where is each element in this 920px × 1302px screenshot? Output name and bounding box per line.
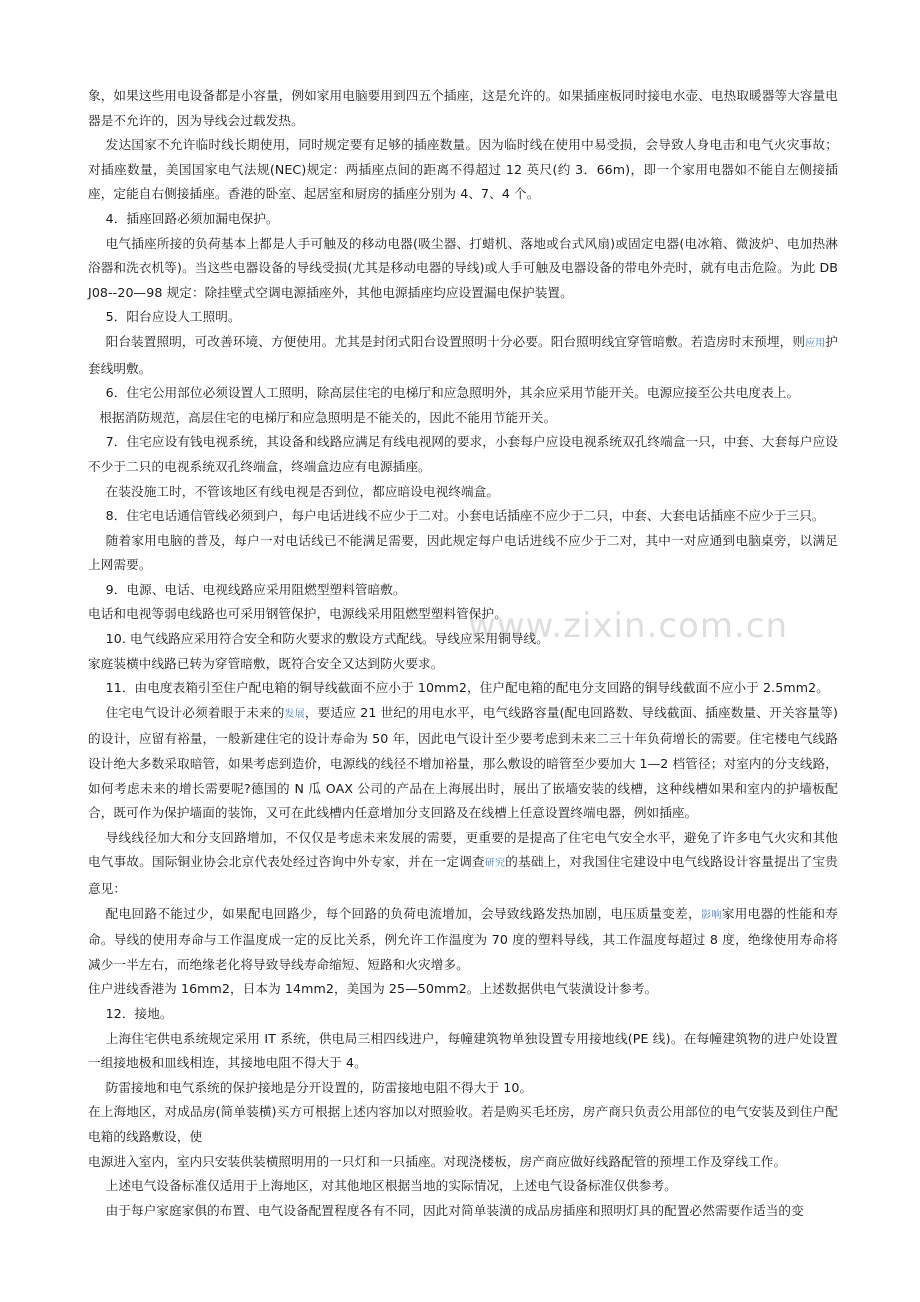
paragraph-2: 发达国家不允许临时线长期使用，同时规定要有足够的插座数量。因为临时线在使用中易受损，会导致人身电击和电气火灾事故；对插座数量，美国国家电气法规(NEC)规定：两插座点间的距离不得超过 12 英尺(约 3．66m)，即一个家用电器如不能自左侧接插座，定能自右侧接插座。香港的卧室、起居室和厨房的插座分别为 4、7、4 个。 [88, 137, 838, 202]
link-yanjiu[interactable]: 研究 [484, 858, 506, 870]
paragraph-14: 电话和电视等弱电线路也可采用钢管保护，电源线采用阻燃型塑料管保护。 [88, 606, 507, 622]
link-yingxiang[interactable]: 影响 [701, 909, 722, 921]
paragraph-16: 家庭装横中线路已转为穿管暗敷，既符合安全又达到防火要求。 [88, 655, 444, 671]
section-heading-7: 7．住宅应设有钱电视系统，其设备和线路应满足有线电视网的要求，小套每户应设电视系统双孔终端盒一只，中套、大套每户应设不少于二只的电视系统双孔终端盒，终端盒边应有电源插座。 [88, 434, 838, 474]
section-heading-4: 4．插座回路必须加漏电保护。 [105, 210, 279, 226]
paragraph-23: 上海住宅供电系统规定采用 IT 系统，供电局三相四线进户，每幢建筑物单独设置专用接地线(PE 线)。在每幢建筑物的进户处设置一组接地极和皿线相连，其接地电阻不得大于 4。 [88, 1030, 838, 1071]
section-heading-8: 8．住宅电话通信管线必须到户，每户电话进线不应少于二对。小套电话插座不应少于二只，中套、大套电话插座不应少于三只。 [105, 508, 825, 524]
section-heading-10: 10. 电气线路应采用符合安全和防火要求的敷设方式配线。导线应采用铜导线。 [105, 631, 549, 647]
paragraph-21: 住户进线香港为 16mm2，日本为 14mm2，美国为 25—50mm2。上述数据供电气装潢设计参考。 [88, 981, 658, 997]
section-heading-5: 5．阳台应设人工照明。 [105, 309, 241, 325]
link-yingyong[interactable]: 应用 [805, 337, 826, 349]
paragraph-18: 住宅电气设计必须着眼于未来的发展，要适应 21 世纪的用电水平，电气线路容量(配电回路数、导线截面、插座数量、开关容量等)的设计，应留有裕量，一般新建住宅的设计寿命为 50 年，因此电气设计至少要考虑到未来二三十年负荷增长的需要。住宅楼电气线路设计绝大多数采取暗管，如果考虑到造价，电源线的线径不增加裕量，那么敷设的暗管至少要加大 1—2 档管径；对室内的分支线路，如何考虑未来的增长需要呢?德国的 N 瓜 OAX 公司的产品在上海展出时，展出了嵌墙安装的线槽，这种线槽如果和室内的护墙板配合，既可作为保护墙面的装饰，又可在此线槽内任意增加分支回路及在线槽上任意设置终端电器，例如插座。 [88, 704, 838, 821]
watermark: www.zixin.com.cn [468, 606, 788, 646]
paragraph-20: 配电回路不能过少，如果配电回路少，每个回路的负荷电流增加，会导致线路发热加剧，电压质量变差，影响家用电器的性能和寿命。导线的使用寿命与工作温度成一定的反比关系，例允许工作温度为 70 度的塑料导线，其工作温度每超过 8 度，绝缘使用寿命将减少一半左右，而绝缘老化将导致导线寿命缩短、短路和火灾增多。 [88, 905, 838, 972]
paragraph-10: 在装没施工时，不管该地区有线电视是否到位，都应暗设电视终端盒。 [105, 483, 500, 499]
paragraph-12: 随着家用电脑的普及，每户一对电话线已不能满足需要，因此规定每户电话进线不应少于二对，其中一对应通到电脑桌旁，以满足上网需要。 [88, 532, 838, 573]
section-heading-9: 9．电源、电话、电视线路应采用阻燃型塑料管暗敷。 [105, 581, 406, 597]
paragraph-25: 在上海地区，对成品房(简单装横)买方可根据上述内容加以对照验收。若是购买毛坯房，房产商只负责公用部位的电气安装及到住户配电箱的线路敷设，使 [88, 1104, 838, 1144]
paragraph-8: 根据消防规范，高层住宅的电梯厅和应急照明是不能关的，因此不能用节能开关。 [99, 409, 557, 425]
paragraph-26: 电源进入室内，室内只安装供装横照明用的一只灯和一只插座。对现浇楼板，房产商应做好线路配管的预埋工作及穿线工作。 [88, 1153, 787, 1169]
section-heading-11: 11．由电度表箱引至住户配电箱的铜导线截面不应小于 10mm2，住户配电箱的配电分支回路的铜导线截面不应小于 2.5mm2。 [105, 680, 829, 696]
paragraph-19: 导线线径加大和分支回路增加，不仅仅是考虑未来发展的需要，更重要的是提高了住宅电气安全水平，避免了许多电气火灾和其他电气事故。国际铜业协会北京代表处经过咨询中外专家，并在一定调查研究的基础上，对我国住宅建设中电气线路设计容量提出了宝贵意见： [88, 829, 838, 896]
link-fazhan[interactable]: 发展 [284, 708, 305, 720]
section-heading-6: 6．住宅公用部位必须设置人工照明，除高层住宅的电梯厅和应急照明外，其余应采用节能开关。电源应接至公共电度表上。 [105, 385, 800, 401]
paragraph-4: 电气插座所接的负荷基本上都是人手可触及的移动电器(吸尘器、打蜡机、落地或台式风扇)或固定电器(电冰箱、微波炉、电加热淋浴器和洗衣机等)。当这些电器设备的导线受损(尤其是移动电器的导线)或人手可触及电器设备的带电外壳时，就有电击危险。为此 DBJ08--20—98 规定：除挂壁式空调电源插座外，其他电源插座均应设置漏电保护装置。 [88, 235, 838, 300]
paragraph-28: 由于每户家庭家俱的布置、电气设备配置程度各有不同，因此对简单装潢的成品房插座和照明灯具的配置必然需要作适当的变 [105, 1202, 804, 1218]
paragraph-27: 上述电气设备标准仅适用于上海地区，对其他地区根据当地的实际情况，上述电气设备标准仅供参考。 [105, 1178, 677, 1194]
section-heading-12: 12．接地。 [105, 1005, 173, 1021]
paragraph-24: 防雷接地和电气系统的保护接地是分开设置的，防雷接地电阻不得大于 10。 [105, 1079, 533, 1095]
document-body [88, 84, 838, 1223]
paragraph-6: 阳台装置照明，可改善环境、方便使用。尤其是封闭式阳台设置照明十分必要。阳台照明线宜穿管暗敷。若造房时末预埋，则应用护套线明敷。 [88, 333, 839, 376]
paragraph-1: 象，如果这些用电设备都是小容量，例如家用电脑要用到四五个插座，这是允许的。如果插座板同时接电水壶、电热取暖器等大容量电器是不允许的，因为导线会过载发热。 [88, 88, 838, 128]
